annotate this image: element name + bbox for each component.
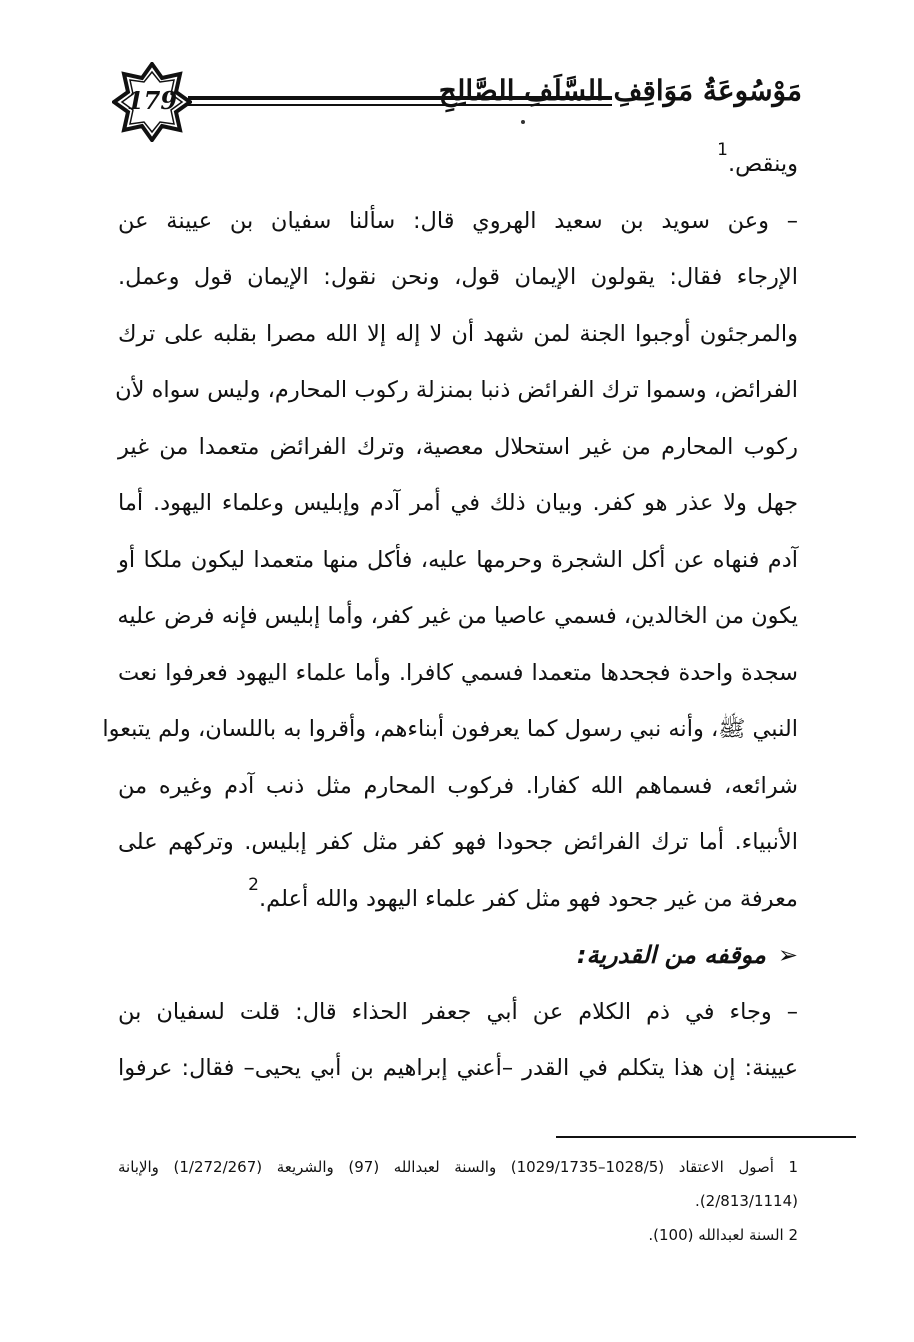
series-title: مَوْسُوعَةُ مَوَاقِفِ السَّلَفِ الصَّالِحِ xyxy=(438,74,802,107)
text-line: الأنبياء. أما ترك الفرائض جحودا فهو كفر مثل كفر إبليس. وتركهم على xyxy=(118,829,798,855)
text-line: الإرجاء فقال: يقولون الإيمان قول، ونحن نقول: الإيمان قول وعمل. xyxy=(118,264,798,290)
footnote-marker: 1 xyxy=(717,140,728,160)
text-line: – وعن سويد بن سعيد الهروي قال: سألنا سفيان بن عيينة عن xyxy=(118,207,798,234)
page-number: 179 xyxy=(126,86,178,115)
text-line: والمرجئون أوجبوا الجنة لمن شهد أن لا إله إلا الله مصرا بقلبه على ترك xyxy=(118,320,798,347)
text-line: سجدة واحدة فجحدها متعمدا فسمي كافرا. وأما علماء اليهود فعرفوا نعت xyxy=(118,659,798,686)
footnote-separator xyxy=(556,1136,856,1138)
text-line: الفرائض، وسموا ترك الفرائض ذنبا بمنزلة ركوب المحارم، وليس سواه لأن xyxy=(115,377,798,403)
text-line: شرائعه، فسماهم الله كفارا. فركوب المحارم مثل ذنب آدم وغيره من xyxy=(118,772,798,799)
text-line: عيينة: إن هذا يتكلم في القدر –أعني إبراهيم بن أبي يحيى– فقال: عرفوا xyxy=(118,1055,798,1081)
footnotes xyxy=(118,1150,798,1252)
section-heading xyxy=(118,927,798,984)
text-line: آدم فنهاه عن أكل الشجرة وحرمها عليه، فأكل منها متعمدا ليكون ملكا أو xyxy=(118,546,798,573)
text-line: جهل ولا عذر هو كفر. وبيان ذلك في أمر آدم وإبليس وعلماء اليهود. أما xyxy=(118,490,798,516)
page-number-badge xyxy=(112,62,192,142)
text-line: وينقص.$^1$ xyxy=(717,140,798,177)
footnote-line: 2 السنة لعبدالله (100). xyxy=(648,1226,798,1244)
text-line: يكون من الخالدين، فسمي عاصيا من غير كفر، وأما إبليس فإنه فرض عليه xyxy=(117,603,798,629)
arrowhead-icon: ➢ xyxy=(777,941,798,969)
footnote-marker: 2 xyxy=(248,874,259,895)
footnote-line: (2/813/1114). xyxy=(695,1192,798,1210)
footnote-line: 1 أصول الاعتقاد (1028/5–1029/1735) والسنة لعبدالله (97) والشريعة (1/272/267) والإبانة xyxy=(118,1158,798,1176)
text-line: معرفة من غير جحود فهو مثل كفر علماء اليهود والله أعلم.$^2$ xyxy=(248,874,798,912)
ink-dot xyxy=(521,120,525,124)
section-heading-text: موقفه من القدرية: xyxy=(576,941,766,969)
text-line: النبي ﷺ، وأنه نبي رسول كما يعرفون أبناءهم، وأقروا به باللسان، ولم يتبعوا xyxy=(102,716,798,742)
text-line: ركوب المحارم من غير استحلال معصية، وترك الفرائض متعمدا من غير xyxy=(118,433,798,460)
text-line: – وجاء في ذم الكلام عن أبي جعفر الحذاء قال: قلت لسفيان بن xyxy=(118,998,798,1025)
main-text xyxy=(102,136,798,1097)
